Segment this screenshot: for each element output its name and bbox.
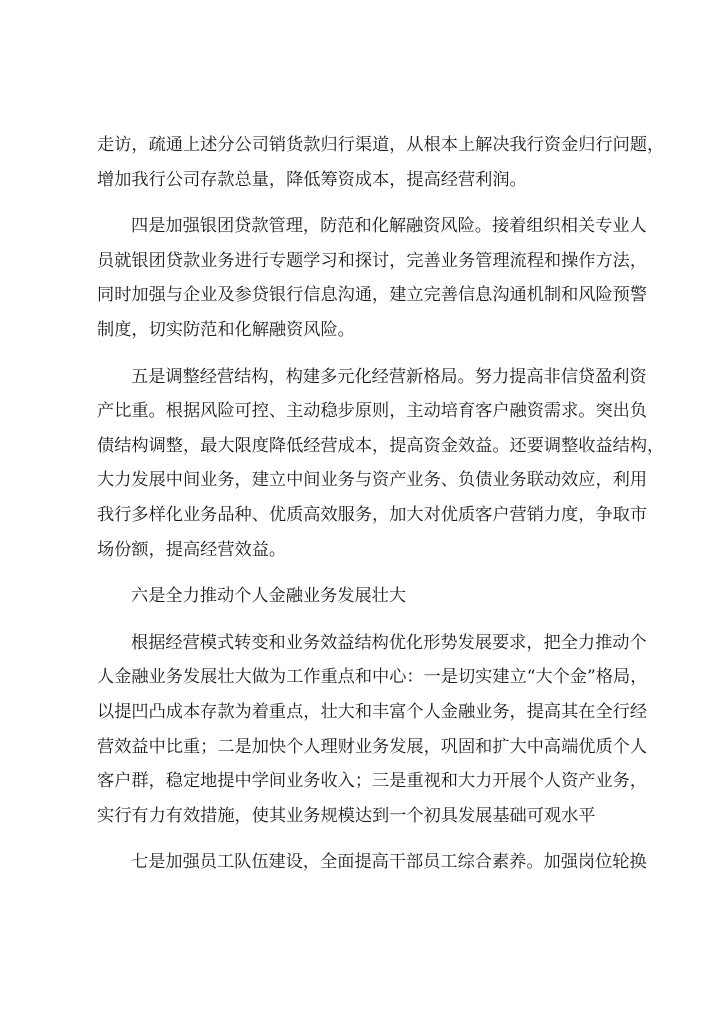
text-line: 根据经营模式转变和业务效益结构优化形势发展要求，把全力推动个 (131, 632, 647, 653)
text-line: 以提凹凸成本存款为着重点，壮大和丰富个人金融业务，提高其在全行经 (97, 701, 648, 722)
text-line: 四是加强银团贷款管理，防范和化解融资风险。接着组织相关专业人 (131, 216, 647, 237)
text-line: 产比重。根据风险可控、主动稳步原则，主动培育客户融资需求。突出负 (97, 401, 648, 422)
text-line: 六是全力推动个人金融业务发展壮大 (131, 586, 407, 607)
text-line: 七是加强员工队伍建设，全面提高干部员工综合素养。加强岗位轮换 (131, 852, 647, 873)
paragraph-heading (97, 579, 637, 614)
text-line: 客户群，稳定地提中学间业务收入；三是重视和大力开展个人资产业务， (97, 771, 648, 792)
text-line: 大力发展中间业务，建立中间业务与资产业务、负债业务联动效应，利用 (97, 470, 648, 491)
text-line: 债结构调整，最大限度降低经营成本，提高资金效益。还要调整收益结构， (97, 435, 665, 456)
paragraph (97, 209, 648, 347)
text-line: 增加我行公司存款总量，降低筹资成本，提高经营利润。 (97, 169, 527, 190)
text-line: 营效益中比重；二是加快个人理财业务发展，巩固和扩大中高端优质个人 (97, 736, 648, 757)
paragraph (97, 845, 647, 880)
text-line: 五是调整经营结构，构建多元化经营新格局。努力提高非信贷盈利资 (131, 366, 647, 387)
text-line: 走访，疏通上述分公司销货款归行渠道，从根本上解决我行资金归行问题， (97, 135, 665, 155)
text-line: 制度，切实防范和化解融资风险。 (97, 319, 355, 340)
text-line: 人金融业务发展壮大做为工作重点和中心：一是切实建立“大个金”格局， (97, 667, 648, 688)
document-body (97, 128, 665, 880)
text-line: 实行有力有效措施，使其业务规模达到一个初具发展基础可观水平 (97, 805, 596, 826)
paragraph (97, 128, 665, 197)
text-line: 同时加强与企业及参贷银行信息沟通，建立完善信息沟通机制和风险预警 (97, 285, 648, 306)
paragraph (97, 626, 648, 834)
text-line: 场份额，提高经营效益。 (97, 539, 287, 560)
text-line: 员就银团贷款业务进行专题学习和探讨，完善业务管理流程和操作方法， (97, 250, 648, 271)
text-line: 我行多样化业务品种、优质高效服务，加大对优质客户营销力度，争取市 (97, 504, 648, 525)
paragraph (97, 360, 665, 568)
